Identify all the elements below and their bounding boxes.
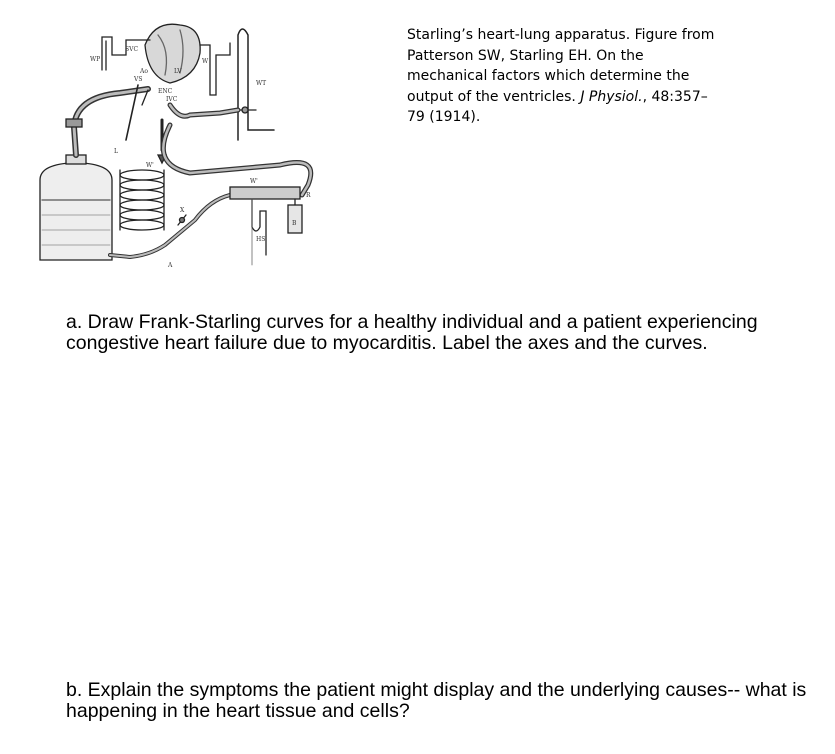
svg-text:WP: WP xyxy=(90,56,101,63)
svg-text:IVC: IVC xyxy=(166,96,178,103)
question-a: a. Draw Frank-Starling curves for a healthy individual and a patient experiencing congestive heart failure due to myocarditis. Label the axes and the curves. xyxy=(66,311,758,354)
heart-lung-apparatus-figure xyxy=(30,15,360,270)
figure-labels xyxy=(90,46,311,269)
svg-text:R: R xyxy=(306,192,311,199)
svg-text:HS: HS xyxy=(256,236,266,243)
question-b: b. Explain the symptoms the patient might display and the underlying causes-- what is happening in the heart tissue and cells? xyxy=(66,679,807,722)
svg-text:X: X xyxy=(180,207,185,214)
svg-text:Ao: Ao xyxy=(140,68,148,75)
svg-text:W: W xyxy=(202,58,209,65)
svg-text:W': W' xyxy=(146,162,154,169)
svg-text:WT: WT xyxy=(256,80,267,87)
svg-text:B: B xyxy=(292,220,297,227)
caption-journal: J Physiol. xyxy=(580,88,643,105)
svg-text:W': W' xyxy=(250,178,258,185)
caption-text: Starling’s heart-lung apparatus. Figure from Patterson SW, Starling EH. On the mechanical factors which determine the output of the ventricles. xyxy=(407,27,715,105)
svg-text:SVC: SVC xyxy=(125,46,139,53)
svg-text:VS: VS xyxy=(134,76,143,83)
svg-text:ENC: ENC xyxy=(158,88,173,95)
svg-text:A: A xyxy=(168,262,173,269)
svg-text:LV: LV xyxy=(174,68,182,75)
caption-citation: , 48:357–79 (1914). xyxy=(407,88,708,125)
svg-text:L: L xyxy=(114,148,118,155)
figure-caption xyxy=(407,25,722,128)
